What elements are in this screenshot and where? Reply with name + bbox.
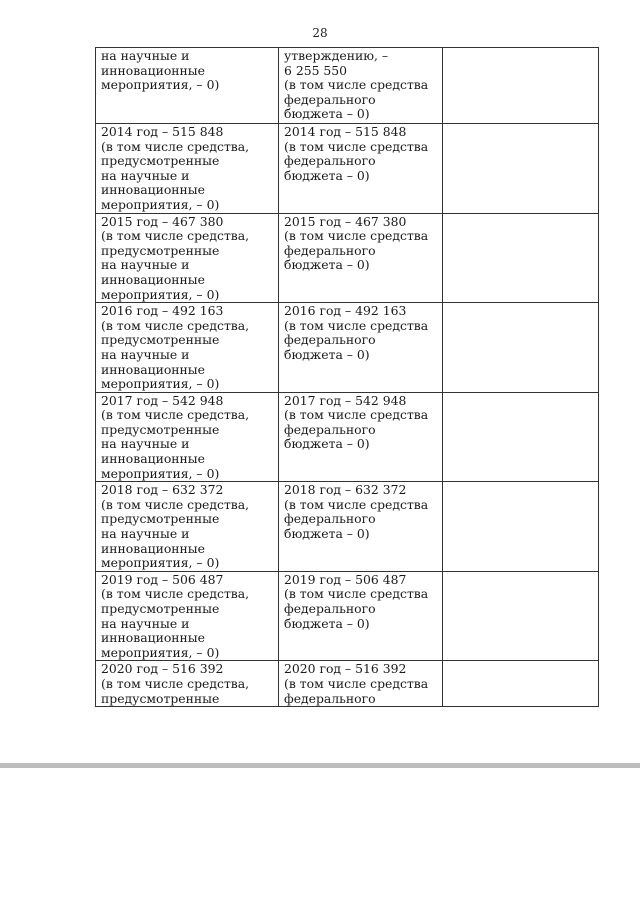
table-row	[96, 213, 599, 303]
page-number: 28	[312, 26, 328, 40]
table-cell-left: на научные и инновационные мероприятия, – 0)	[96, 48, 279, 124]
table-row	[96, 392, 599, 482]
table-cell-left: 2015 год – 467 380 (в том числе средства, предусмотренные на научные и инновационные мероприятия, – 0)	[96, 213, 279, 303]
table-cell-right	[443, 482, 599, 572]
table-cell-middle: 2014 год – 515 848 (в том числе средства федерального бюджета – 0)	[279, 124, 443, 214]
table-cell-right	[443, 213, 599, 303]
table-row	[96, 124, 599, 214]
table-cell-left: 2016 год – 492 163 (в том числе средства, предусмотренные на научные и инновационные мероприятия, – 0)	[96, 303, 279, 393]
table-cell-left: 2019 год – 506 487 (в том числе средства, предусмотренные на научные и инновационные мероприятия, – 0)	[96, 571, 279, 661]
table-cell-middle: 2016 год – 492 163 (в том числе средства федерального бюджета – 0)	[279, 303, 443, 393]
table-cell-right	[443, 661, 599, 707]
table-row	[96, 48, 599, 124]
table-cell-right	[443, 48, 599, 124]
table-cell-left: 2017 год – 542 948 (в том числе средства, предусмотренные на научные и инновационные мероприятия, – 0)	[96, 392, 279, 482]
table-cell-right	[443, 303, 599, 393]
table-cell-right	[443, 392, 599, 482]
table-cell-middle: утверждению, – 6 255 550 (в том числе средства федерального бюджета – 0)	[279, 48, 443, 124]
table-cell-middle: 2015 год – 467 380 (в том числе средства федерального бюджета – 0)	[279, 213, 443, 303]
table-cell-middle: 2020 год – 516 392 (в том числе средства федерального	[279, 661, 443, 707]
table-cell-left: 2020 год – 516 392 (в том числе средства, предусмотренные	[96, 661, 279, 707]
table-cell-left: 2014 год – 515 848 (в том числе средства, предусмотренные на научные и инновационные мероприятия, – 0)	[96, 124, 279, 214]
table-cell-right	[443, 124, 599, 214]
table-cell-left: 2018 год – 632 372 (в том числе средства, предусмотренные на научные и инновационные мероприятия, – 0)	[96, 482, 279, 572]
table-cell-middle: 2017 год – 542 948 (в том числе средства федерального бюджета – 0)	[279, 392, 443, 482]
table-row	[96, 303, 599, 393]
table-cell-middle: 2019 год – 506 487 (в том числе средства федерального бюджета – 0)	[279, 571, 443, 661]
table-cell-right	[443, 571, 599, 661]
table-cell-middle: 2018 год – 632 372 (в том числе средства федерального бюджета – 0)	[279, 482, 443, 572]
table-row	[96, 482, 599, 572]
funding-table	[95, 47, 599, 707]
table-row	[96, 571, 599, 661]
table-row	[96, 661, 599, 707]
